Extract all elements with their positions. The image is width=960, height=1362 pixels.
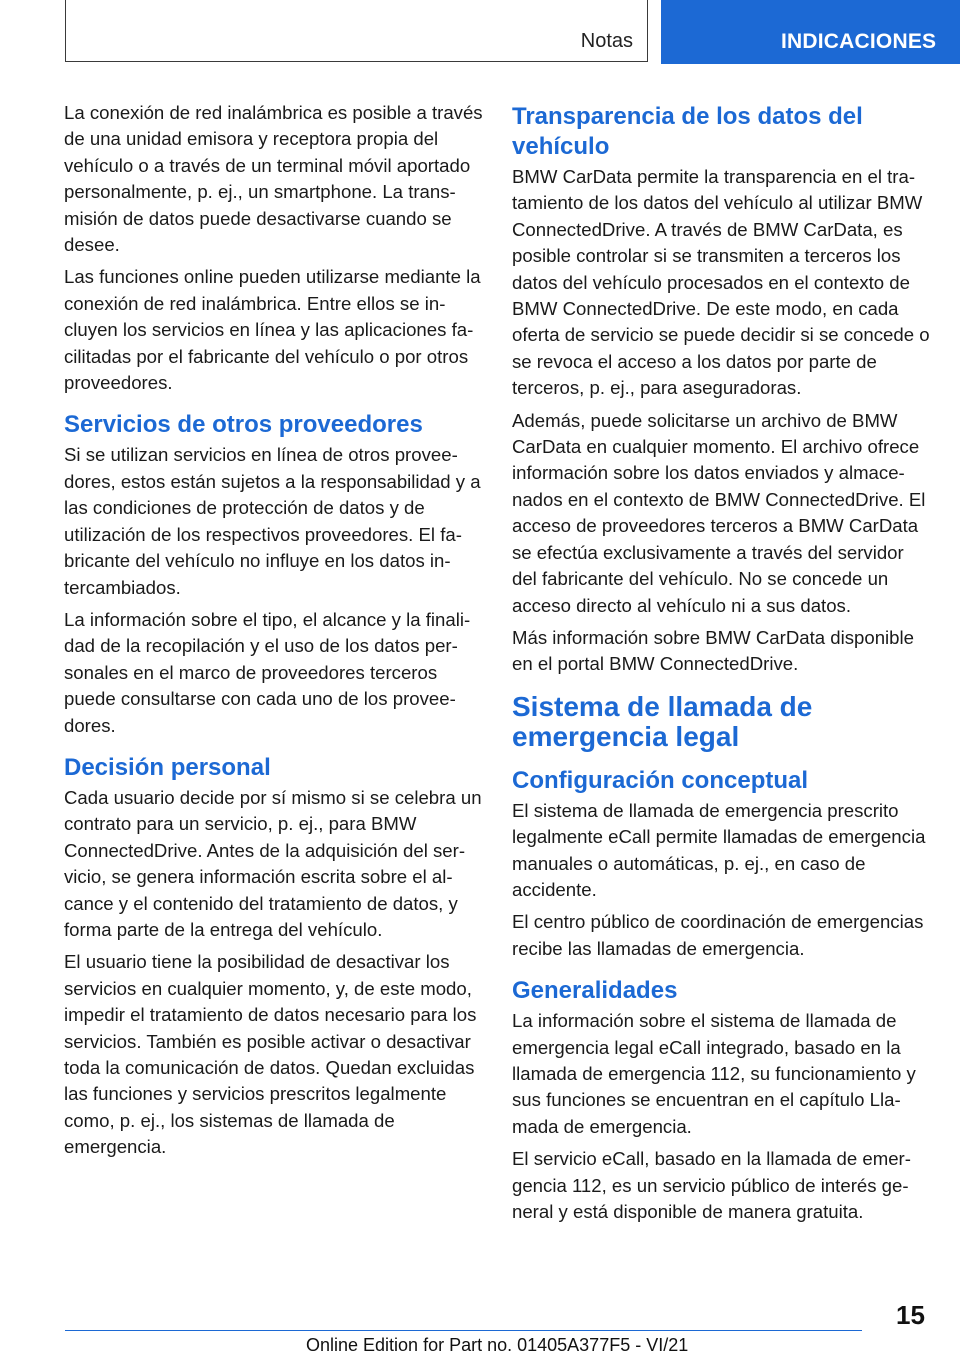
heading-sistema-llamada-emergencia: Sistema de llamada de emergencia legal xyxy=(512,690,813,752)
paragraph: La información sobre el tipo, el alcance y la finalidad de la recopilación y el uso de los datos personales en el marco de proveedores terceros puede consultarse con cada uno de los proveedores. xyxy=(64,608,471,736)
page-number: 15 xyxy=(896,1300,925,1330)
heading-generalidades: Generalidades xyxy=(512,977,678,1005)
heading-decision-personal: Decisión personal xyxy=(64,753,271,781)
paragraph: El usuario tiene la posibilidad de desactivar los servicios en cualquier momento, y, de este modo, impedir el tratamiento de datos necesario para los servicios. También es posible activar o desactivar toda la comunicación de datos. Quedan excluidas las funciones y servicios prescritos legalmente como, p. ej., los sistemas de llamada de emergencia. xyxy=(64,951,477,1158)
heading-transparencia-datos: Transparencia de los datos del vehículo xyxy=(512,103,863,160)
heading-servicios-otros-proveedores: Servicios de otros proveedores xyxy=(64,411,423,439)
left-column xyxy=(64,100,484,1167)
footer-divider xyxy=(65,1330,862,1331)
paragraph: Si se utilizan servicios en línea de otros proveedores, estos están sujetos a la responsabilidad y a las condiciones de protección de datos y de utilización de los respectivos proveedores. El fabricante del vehículo no influye en los datos intercambiados. xyxy=(64,444,481,598)
paragraph: Las funciones online pueden utilizarse mediante la conexión de red inalámbrica. Entre ellos se incluyen los servicios en línea y las aplicaciones facilitadas por el fabricante del vehículo o por otros proveedores. xyxy=(64,266,481,394)
paragraph: El sistema de llamada de emergencia prescrito legalmente eCall permite llamadas de emergencia manuales o automáticas, p. ej., en caso de accidente. xyxy=(512,799,926,900)
paragraph: Cada usuario decide por sí mismo si se celebra un contrato para un servicio, p. ej., para BMW ConnectedDrive. Antes de la adquisición del servicio, se genera información escrita sobre el alcance y el contenido del tratamiento de datos, y forma parte de la entrega del vehículo. xyxy=(64,786,482,940)
heading-configuracion-conceptual: Configuración conceptual xyxy=(512,766,809,794)
paragraph: Más información sobre BMW CarData disponible en el portal BMW ConnectedDrive. xyxy=(512,626,914,675)
header-frame xyxy=(65,0,648,62)
header-chapter-tab[interactable]: INDICACIONES xyxy=(661,0,960,64)
paragraph: La conexión de red inalámbrica es posible a través de una unidad emisora y receptora propia del vehículo o a través de un terminal móvil aportado personalmente, p. ej., un smartphone. La transmisión de datos puede desactivarse cuando se desee. xyxy=(64,102,483,256)
paragraph: Además, puede solicitarse un archivo de BMW CarData en cualquier momento. El archivo ofrece información sobre los datos enviados y almacenados en el contexto de BMW ConnectedDrive. El acceso de proveedores terceros a BMW CarData se efectúa exclusivamente a través del servidor del fabricante del vehículo. No se concede un acceso directo al vehículo ni a sus datos. xyxy=(512,409,926,616)
footer-edition: Online Edition for Part no. 01405A377F5 - VI/21 xyxy=(306,1335,689,1355)
paragraph: BMW CarData permite la transparencia en el tratamiento de los datos del vehículo al utilizar BMW ConnectedDrive. A través de BMW CarData, es posible controlar si se transmiten a terceros los datos del vehículo procesados en el contexto de BMW ConnectedDrive. De este modo, en cada oferta de servicio se puede decidir si se concede o se revoca el acceso a los datos por parte de terceros, p. ej., para aseguradoras. xyxy=(512,166,930,399)
paragraph: El centro público de coordinación de emergencias recibe las llamadas de emergencia. xyxy=(512,911,924,959)
right-column xyxy=(512,100,932,1231)
header-section-label: Notas xyxy=(580,30,633,52)
paragraph: La información sobre el sistema de llamada de emergencia legal eCall integrado, basado en la llamada de emergencia 112, su funcionamiento y sus funciones se encuentran en el capítulo Llamada de emergencia. xyxy=(512,1010,916,1137)
paragraph: El servicio eCall, basado en la llamada de emergencia 112, es un servicio público de interés general y está disponible de manera gratuita. xyxy=(512,1148,911,1222)
